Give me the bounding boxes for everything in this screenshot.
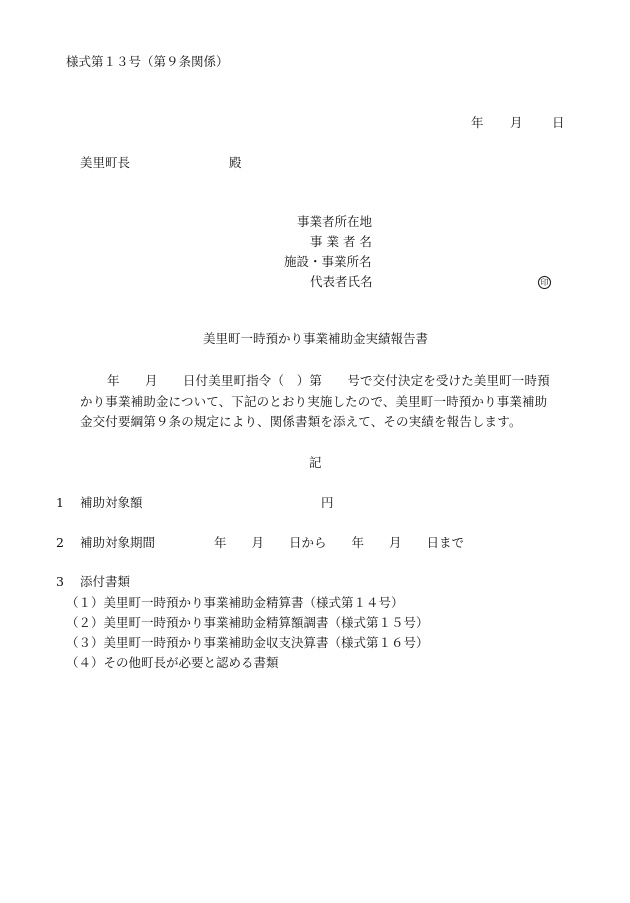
body-line-3: 金交付要綱第９条の規定により、関係書類を添えて、その実績を報告します。	[80, 414, 522, 429]
item-3-label: 添付書類	[80, 574, 131, 589]
date-day: 日	[552, 115, 565, 130]
addressee-honorific: 殿	[229, 155, 242, 170]
item-2-number: 2	[56, 535, 64, 550]
ki-heading: 記	[309, 455, 322, 470]
attachment-doc-4: （４）その他町長が必要と認める書類	[66, 655, 279, 670]
date-month: 月	[510, 115, 523, 130]
address-label: 事業者所在地	[297, 214, 373, 229]
item-1-number: 1	[56, 495, 64, 510]
attachment-doc-3: （３）美里町一時預かり事業補助金収支決算書（様式第１６号）	[66, 635, 429, 650]
form-number: 様式第１３号（第９条関係）	[66, 54, 229, 69]
item-2-label: 補助対象期間	[80, 535, 156, 550]
document-title: 美里町一時預かり事業補助金実績報告書	[203, 331, 429, 346]
seal-mark: 印	[538, 276, 551, 289]
body-line-2: かり事業補助金について、下記のとおり実施したので、美里町一時預かり事業補助	[80, 394, 548, 409]
item-3-number: 3	[56, 574, 64, 589]
business-name-label: 事 業 者 名	[310, 234, 372, 249]
item-2-period: 年 月 日から 年 月 日まで	[214, 535, 465, 550]
item-1-label: 補助対象額	[80, 495, 143, 510]
attachment-doc-2: （２）美里町一時預かり事業補助金精算額調書（様式第１５号）	[66, 615, 429, 630]
attachment-doc-1: （１）美里町一時預かり事業補助金精算書（様式第１４号）	[66, 595, 404, 610]
facility-label: 施設・事業所名	[284, 254, 372, 269]
date-year: 年	[471, 115, 484, 130]
addressee-name: 美里町長	[80, 155, 131, 170]
item-1-unit: 円	[321, 495, 334, 510]
representative-label: 代表者氏名	[310, 274, 373, 289]
body-line-1: 年 月 日付美里町指令（ ）第 号で交付決定を受けた美里町一時預	[107, 373, 550, 388]
